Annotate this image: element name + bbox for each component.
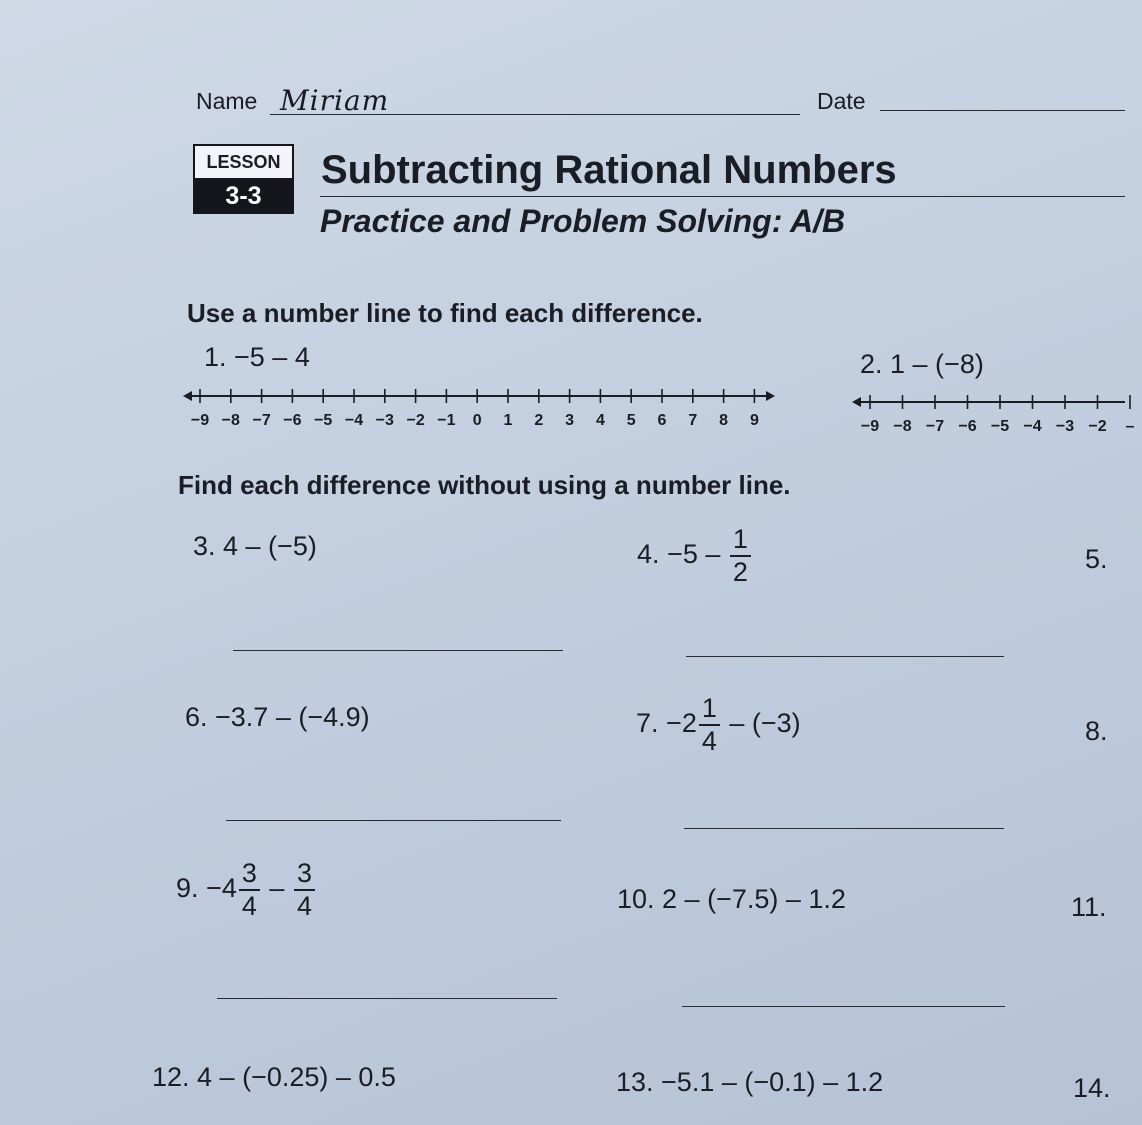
page-subtitle: Practice and Problem Solving: A/B <box>320 203 846 239</box>
number-line-label: 2 <box>534 412 544 429</box>
number-line-label: −1 <box>437 412 456 429</box>
problem-11: 11. <box>1071 892 1107 922</box>
problem-7-number: 7. <box>636 708 659 739</box>
number-line-1-left-arrow <box>183 391 192 401</box>
number-line-label: −5 <box>990 418 1010 435</box>
number-line-label: −2 <box>1088 418 1107 435</box>
number-line-label: 0 <box>472 412 482 429</box>
lesson-label: LESSON <box>195 146 292 178</box>
problem-4 <box>637 526 753 586</box>
fraction-numerator: 3 <box>239 860 260 891</box>
number-line-label: 4 <box>595 412 605 429</box>
fraction-numerator: 1 <box>699 695 720 726</box>
answer-line-6[interactable] <box>226 820 561 821</box>
number-line-label: 1 <box>503 412 513 429</box>
problem-9-fraction-2 <box>294 860 315 920</box>
number-line-label: −4 <box>344 412 364 429</box>
fraction-denominator: 4 <box>241 891 257 921</box>
page-title: Subtracting Rational Numbers <box>321 148 897 192</box>
fraction-numerator: 3 <box>294 860 315 891</box>
number-line-2 <box>850 392 1125 412</box>
number-line-label: −2 <box>406 412 425 429</box>
number-line-label: 8 <box>719 412 729 429</box>
problem-3: 3. 4 – (−5) <box>193 531 317 561</box>
problem-9 <box>176 860 317 920</box>
number-line-1-right-arrow <box>766 391 775 401</box>
problem-7-lead: −2 <box>666 708 697 739</box>
answer-line-10[interactable] <box>682 1006 1005 1007</box>
number-line-label: −9 <box>860 418 880 435</box>
number-line-label: −5 <box>314 412 333 429</box>
problem-5: 5. <box>1085 544 1108 574</box>
problem-8: 8. <box>1085 716 1108 746</box>
problem-6: 6. −3.7 – (−4.9) <box>185 702 370 732</box>
date-field-line[interactable] <box>880 110 1125 111</box>
name-signature: Miriam <box>280 84 390 117</box>
number-line-label: 9 <box>749 412 759 429</box>
number-line-label: – <box>1125 418 1135 435</box>
problem-7-tail: – (−3) <box>729 708 801 739</box>
fraction-denominator: 4 <box>701 726 717 756</box>
number-line-instruction: Use a number line to find each difference. <box>187 298 703 328</box>
number-line-1-labels <box>180 412 780 432</box>
name-label: Name <box>196 88 258 114</box>
problem-4-number: 4. <box>637 539 660 570</box>
number-line-label: −9 <box>190 412 210 429</box>
problem-7-fraction <box>699 695 720 755</box>
problem-4-lead: −5 – <box>667 539 721 570</box>
number-line-label: −6 <box>283 412 302 429</box>
lesson-badge <box>193 144 294 214</box>
problem-9-number: 9. <box>176 873 199 904</box>
answer-line-3[interactable] <box>233 650 563 651</box>
number-line-label: −3 <box>1055 418 1075 435</box>
number-line-label: −8 <box>893 418 912 435</box>
number-line-label: 5 <box>626 412 636 429</box>
number-line-label: −6 <box>958 418 977 435</box>
answer-line-4[interactable] <box>686 656 1004 657</box>
number-line-label: 6 <box>657 412 667 429</box>
problem-7 <box>636 695 801 755</box>
problem-4-fraction <box>730 526 751 586</box>
fraction-denominator: 2 <box>732 557 748 587</box>
problem-9-minus: – <box>269 873 285 904</box>
answer-line-9[interactable] <box>217 998 557 999</box>
number-line-2-left-arrow <box>852 397 861 407</box>
number-line-label: −4 <box>1023 418 1042 435</box>
fraction-numerator: 1 <box>730 526 751 557</box>
name-field-line[interactable] <box>270 114 800 115</box>
number-line-1 <box>180 386 780 406</box>
problem-13: 13. −5.1 – (−0.1) – 1.2 <box>616 1067 884 1097</box>
problem-9-lead: −4 <box>206 873 237 904</box>
number-line-label: −3 <box>375 412 394 429</box>
number-line-label: −7 <box>925 418 945 435</box>
title-divider <box>320 196 1125 197</box>
number-line-label: −8 <box>221 412 240 429</box>
problem-12: 12. 4 – (−0.25) – 0.5 <box>152 1062 396 1092</box>
no-number-line-instruction: Find each difference without using a number line. <box>178 470 791 500</box>
problem-2: 2. 1 – (−8) <box>860 349 984 379</box>
date-label: Date <box>817 88 866 114</box>
problem-10: 10. 2 – (−7.5) – 1.2 <box>617 884 846 914</box>
problem-1: 1. −5 – 4 <box>204 342 310 372</box>
number-line-2-labels <box>850 418 1135 438</box>
lesson-number: 3-3 <box>195 178 292 214</box>
answer-line-7[interactable] <box>684 828 1004 829</box>
number-line-label: 7 <box>688 412 698 429</box>
problem-14: 14. <box>1073 1073 1111 1103</box>
number-line-label: 3 <box>565 412 575 429</box>
number-line-label: −7 <box>252 412 271 429</box>
fraction-denominator: 4 <box>296 891 312 921</box>
problem-9-fraction-1 <box>239 860 260 920</box>
